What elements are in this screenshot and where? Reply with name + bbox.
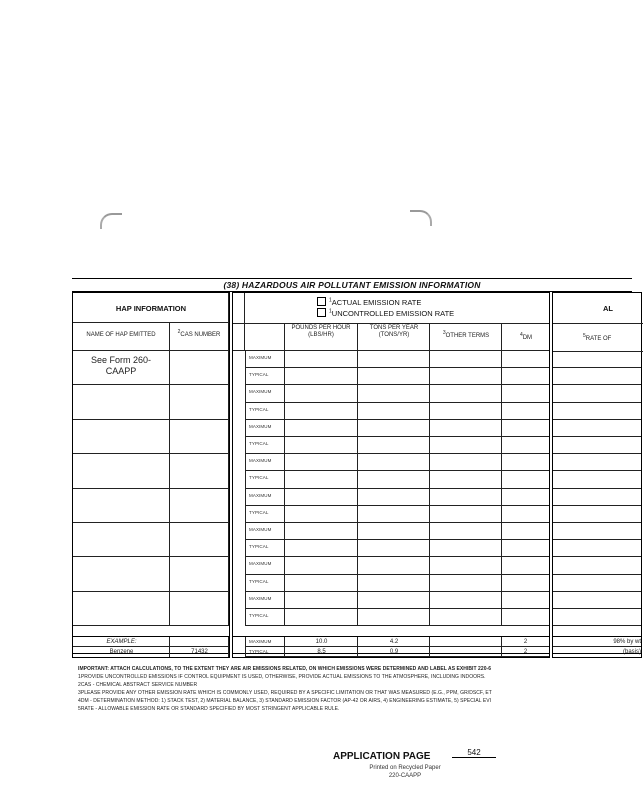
example-other-cell <box>430 637 502 647</box>
recycled-paper-note: Printed on Recycled Paper <box>369 765 441 771</box>
allowable-rate-cell[interactable] <box>553 506 641 523</box>
allowable-rate-cell[interactable] <box>553 351 641 368</box>
lbs-per-hour-cell[interactable] <box>285 489 358 506</box>
dm-cell[interactable] <box>502 609 549 626</box>
lbs-per-hour-cell[interactable] <box>285 523 358 540</box>
example-dm-value: 2 <box>523 649 528 655</box>
allowable-rate-cell[interactable] <box>553 437 641 454</box>
lbs-per-hour-cell[interactable] <box>285 437 358 454</box>
allowable-rate-cell[interactable] <box>553 471 641 488</box>
example-row-label-text: MAXIMUM <box>249 639 272 644</box>
allowable-rate-cell[interactable] <box>553 454 641 471</box>
example-cas: 71432 <box>191 649 208 655</box>
hap-name-cell[interactable] <box>73 489 170 523</box>
example-tons-value: 4.2 <box>389 639 399 645</box>
tons-per-year-cell[interactable] <box>358 489 430 506</box>
application-page-number: 542 <box>452 748 496 758</box>
footnote-line: IMPORTANT: ATTACH CALCULATIONS, TO THE EXTENT THEY ARE AIR EMISSIONS RELATED, ON WHICH EMISSIONS WERE DETERMINED AND LABEL AS EXHIBIT 220-6 <box>78 666 492 672</box>
actual-rate-checkbox[interactable] <box>317 297 326 306</box>
tons-per-year-cell[interactable] <box>358 454 430 471</box>
maximum-row-label <box>245 557 285 574</box>
typical-row-label <box>245 540 285 557</box>
maximum-row-label <box>245 351 285 368</box>
punch-hole-mark-left <box>100 213 122 229</box>
emission-rate-block <box>232 292 550 654</box>
footnote-line: 4DM - DETERMINATION METHOD: 1) STACK TEST, 2) MATERIAL BALANCE, 3) STANDARD EMISSION FACTOR (AP-42 OR AIRS, 4) ENGINEERING ESTIMATE, 5) SPECIAL EVI <box>78 698 492 704</box>
example-label: EXAMPLE: <box>106 639 137 645</box>
uncontrolled-rate-option[interactable]: $^1$UNCONTROLLED EMISSION RATE <box>317 308 454 318</box>
lbs-per-hour-header <box>285 323 358 351</box>
lbs-per-hour-cell[interactable] <box>285 385 358 402</box>
tons-per-year-cell[interactable] <box>358 420 430 437</box>
tons-per-year-cell[interactable] <box>358 385 430 402</box>
row-label-text: TYPICAL <box>249 441 269 446</box>
dm-cell[interactable] <box>502 403 549 420</box>
row-label-header-cell <box>233 323 245 351</box>
tons-per-year-cell[interactable] <box>358 403 430 420</box>
other-terms-cell[interactable] <box>430 609 502 626</box>
tons-per-year-cell[interactable] <box>358 540 430 557</box>
uncontrolled-rate-label: UNCONTROLLED EMISSION RATE <box>331 309 455 318</box>
row-label-text: MAXIMUM <box>249 595 272 601</box>
other-terms-cell[interactable] <box>430 351 502 368</box>
dm-cell[interactable] <box>502 385 549 402</box>
allowable-rate-cell[interactable] <box>553 592 641 609</box>
allowable-rate-cell[interactable] <box>553 420 641 437</box>
typical-row-label <box>245 609 285 626</box>
other-terms-cell[interactable] <box>430 368 502 385</box>
example-blank-cell <box>170 637 229 647</box>
allowable-rate-cell[interactable] <box>553 523 641 540</box>
tons-per-year-cell[interactable] <box>358 506 430 523</box>
lbs-per-hour-cell[interactable] <box>285 557 358 574</box>
other-terms-cell[interactable] <box>430 454 502 471</box>
row-label-text: MAXIMUM <box>249 492 272 498</box>
allowable-rate-block <box>552 292 642 654</box>
lbs-per-hour-cell[interactable] <box>285 368 358 385</box>
typical-row-label <box>245 471 285 488</box>
emission-rate-spacer <box>233 293 245 323</box>
example-name: Benzene <box>109 649 134 655</box>
dm-cell[interactable] <box>502 506 549 523</box>
cas-number-cell[interactable] <box>170 385 229 419</box>
dm-cell[interactable] <box>502 540 549 557</box>
example-rate-basis-cell <box>553 647 641 657</box>
cas-superscript: 2 <box>177 329 181 335</box>
allowable-rate-cell[interactable] <box>553 368 641 385</box>
other-terms-cell[interactable] <box>430 592 502 609</box>
other-terms-cell[interactable] <box>430 437 502 454</box>
allowable-rate-cell[interactable] <box>553 575 641 592</box>
hap-name-cell[interactable] <box>73 454 170 488</box>
example-rate-max: 98% by wt <box>613 639 641 645</box>
lbs-per-hour-cell[interactable] <box>285 592 358 609</box>
example-dm-value: 2 <box>523 639 528 645</box>
tons-per-year-cell[interactable] <box>358 557 430 574</box>
cas-number-cell[interactable] <box>170 351 229 385</box>
row-label-text: MAXIMUM <box>249 389 272 395</box>
lbs-per-hour-label: POUNDS PER HOUR (LBS/HR) <box>291 325 351 338</box>
maximum-row-label <box>245 489 285 506</box>
name-of-hap-label: NAME OF HAP EMITTED <box>86 332 156 338</box>
row-label-text: MAXIMUM <box>249 355 272 360</box>
typical-row-label <box>245 506 285 523</box>
hap-information-block <box>72 292 230 654</box>
allowable-header-divider <box>553 323 643 324</box>
dm-header <box>502 323 549 351</box>
footnote-line: 2CAS - CHEMICAL ABSTRACT SERVICE NUMBER <box>78 682 198 688</box>
other-terms-cell[interactable] <box>430 385 502 402</box>
example-dm-cell <box>502 647 549 657</box>
maximum-row-label <box>245 420 285 437</box>
maximum-row-label <box>245 454 285 471</box>
typical-row-label <box>245 403 285 420</box>
hap-name-cell[interactable] <box>73 420 170 454</box>
other-terms-cell[interactable] <box>430 575 502 592</box>
maximum-row-label <box>245 523 285 540</box>
lbs-per-hour-cell[interactable] <box>285 575 358 592</box>
example-emission-block <box>232 636 550 658</box>
other-terms-cell[interactable] <box>430 489 502 506</box>
other-terms-cell[interactable] <box>430 523 502 540</box>
allowable-rate-cell[interactable] <box>553 385 641 402</box>
example-lbs-value: 8.5 <box>317 649 326 655</box>
example-name-cell <box>73 647 170 657</box>
cas-number-cell[interactable] <box>170 420 229 454</box>
row-label-text: MAXIMUM <box>249 423 272 429</box>
hap-name-cell[interactable] <box>73 592 170 626</box>
other-terms-cell[interactable] <box>430 403 502 420</box>
row-label-header-spacer <box>245 323 285 351</box>
example-dm-cell <box>502 637 549 647</box>
lbs-per-hour-cell[interactable] <box>285 506 358 523</box>
dm-cell[interactable] <box>502 471 549 488</box>
cas-number-text: CAS NUMBER <box>180 332 221 338</box>
tons-per-year-cell[interactable] <box>358 437 430 454</box>
dm-cell[interactable] <box>502 523 549 540</box>
example-tons-value: 0.9 <box>389 649 399 655</box>
tons-per-year-cell[interactable] <box>358 351 430 368</box>
row-label-text: MAXIMUM <box>249 561 272 567</box>
tons-per-year-cell[interactable] <box>358 368 430 385</box>
hap-name-cell[interactable] <box>73 557 170 591</box>
lbs-per-hour-cell[interactable] <box>285 403 358 420</box>
row-label-text: TYPICAL <box>249 578 269 584</box>
rate-of-label: $^5$RATE OF <box>583 333 612 342</box>
cas-number-header <box>170 323 229 351</box>
row-label-text: MAXIMUM <box>249 527 272 532</box>
dm-cell[interactable] <box>502 575 549 592</box>
form-code: 220-CAAPP <box>388 773 422 779</box>
allowable-rate-cell[interactable] <box>553 540 641 557</box>
lbs-per-hour-cell[interactable] <box>285 351 358 368</box>
lbs-per-hour-cell[interactable] <box>285 420 358 437</box>
tons-per-year-header <box>358 323 430 351</box>
first-entry-text: See Form 260-CAAPP <box>90 355 152 376</box>
tons-per-year-cell[interactable] <box>358 592 430 609</box>
lbs-per-hour-cell[interactable] <box>285 609 358 626</box>
allowable-rate-cell[interactable] <box>553 489 641 506</box>
row-label-text: TYPICAL <box>249 509 269 515</box>
footnote-line: 3PLEASE PROVIDE ANY OTHER EMISSION RATE WHICH IS COMMONLY USED, REQUIRED BY A SPECIFIC LIMITATION OR THAT WAS MEASURED (E.G., PPM, GR/DSCF, ET <box>78 690 492 696</box>
hap-info-header: HAP INFORMATION <box>115 304 187 313</box>
typical-row-label <box>245 368 285 385</box>
other-terms-cell[interactable] <box>430 540 502 557</box>
example-hap-block <box>72 636 230 658</box>
dm-cell[interactable] <box>502 592 549 609</box>
hap-name-cell[interactable] <box>73 385 170 419</box>
typical-row-label <box>245 575 285 592</box>
maximum-row-label <box>245 385 285 402</box>
form-title: (38) HAZARDOUS AIR POLLUTANT EMISSION INFORMATION <box>72 278 632 292</box>
dm-cell[interactable] <box>502 489 549 506</box>
cas-number-cell[interactable] <box>170 592 229 626</box>
hap-info-header-cell <box>73 293 229 323</box>
dm-label: $^4$DM <box>519 332 533 341</box>
example-rate-typ: (basis) <box>622 649 641 655</box>
dm-cell[interactable] <box>502 437 549 454</box>
cas-number-cell[interactable] <box>170 523 229 557</box>
allowable-header-partial: AL <box>603 304 613 313</box>
example-label-cell <box>73 637 170 647</box>
cas-number-cell[interactable] <box>170 454 229 488</box>
actual-rate-label: ACTUAL EMISSION RATE <box>331 298 422 307</box>
maximum-row-label <box>245 592 285 609</box>
allowable-rate-cell[interactable] <box>553 557 641 574</box>
other-terms-cell[interactable] <box>430 506 502 523</box>
row-label-text: TYPICAL <box>249 475 269 481</box>
tons-per-year-label: TONS PER YEAR (TONS/YR) <box>369 325 419 338</box>
dm-cell[interactable] <box>502 368 549 385</box>
example-cas-cell <box>170 647 229 657</box>
cas-number-cell[interactable] <box>170 489 229 523</box>
lbs-per-hour-cell[interactable] <box>285 454 358 471</box>
punch-hole-mark-right <box>410 210 432 226</box>
example-row-label-text: TYPICAL <box>249 649 269 654</box>
dm-cell[interactable] <box>502 557 549 574</box>
dm-cell[interactable] <box>502 420 549 437</box>
example-other-cell <box>430 647 502 657</box>
tons-per-year-cell[interactable] <box>358 575 430 592</box>
application-page-label: APPLICATION PAGE <box>333 751 431 762</box>
dm-cell[interactable] <box>502 351 549 368</box>
example-row-label <box>245 637 285 647</box>
row-label-text: TYPICAL <box>249 613 269 618</box>
name-of-hap-header <box>73 323 170 351</box>
example-lbs-value: 10.0 <box>315 639 328 645</box>
row-label-text: TYPICAL <box>249 372 269 378</box>
cas-number-label <box>174 329 224 339</box>
example-lbs-cell <box>285 637 358 647</box>
other-terms-label: $^3$OTHER TERMS <box>442 330 490 339</box>
other-terms-cell[interactable] <box>430 557 502 574</box>
hap-name-cell[interactable] <box>73 523 170 557</box>
example-rate-cell <box>553 637 641 647</box>
lbs-per-hour-cell[interactable] <box>285 471 358 488</box>
footnote-line: 5RATE - ALLOWABLE EMISSION RATE OR STANDARD SPECIFIED BY MOST STRINGENT APPLICABLE RULE. <box>78 706 340 712</box>
other-terms-header <box>430 323 502 351</box>
dm-cell[interactable] <box>502 454 549 471</box>
allowable-rate-cell[interactable] <box>553 403 641 420</box>
allowable-rate-cell[interactable] <box>553 609 641 626</box>
actual-rate-option[interactable]: $^1$ACTUAL EMISSION RATE <box>317 297 421 307</box>
tons-per-year-cell[interactable] <box>358 471 430 488</box>
row-label-text: MAXIMUM <box>249 458 272 464</box>
lbs-per-hour-cell[interactable] <box>285 540 358 557</box>
example-tons-cell <box>358 637 430 647</box>
example-tons-cell <box>358 647 430 657</box>
typical-row-label <box>245 437 285 454</box>
row-label-text: TYPICAL <box>249 406 269 412</box>
tons-per-year-cell[interactable] <box>358 609 430 626</box>
example-row-label <box>245 647 285 657</box>
footnote-line: 1PROVIDE UNCONTROLLED EMISSIONS IF CONTROL EQUIPMENT IS USED, OTHERWISE, PROVIDE ACTUAL EMISSIONS TO THE ATMOSPHERE, INCLUDING INDOORS. <box>78 674 486 680</box>
other-terms-cell[interactable] <box>430 471 502 488</box>
row-label-text: TYPICAL <box>249 544 269 550</box>
hap-name-cell[interactable] <box>73 351 170 385</box>
uncontrolled-rate-checkbox[interactable] <box>317 308 326 317</box>
example-allowable-block <box>552 636 642 658</box>
tons-per-year-cell[interactable] <box>358 523 430 540</box>
example-lbs-cell <box>285 647 358 657</box>
other-terms-cell[interactable] <box>430 420 502 437</box>
cas-number-cell[interactable] <box>170 557 229 591</box>
